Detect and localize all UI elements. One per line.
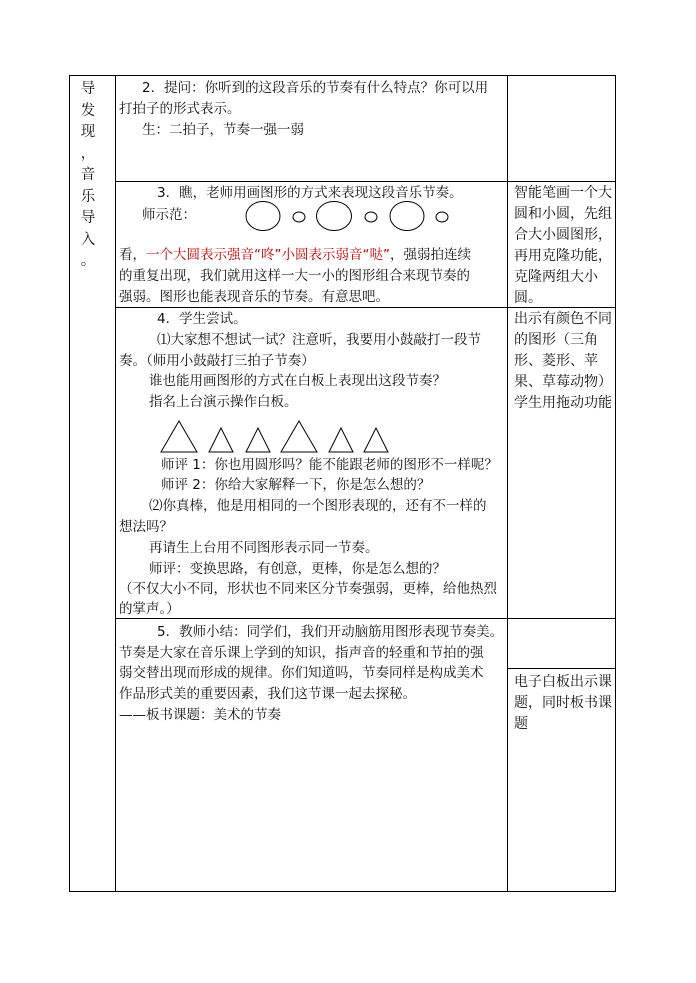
big-circle-1 bbox=[246, 202, 280, 231]
s5-line4: 作品形式美的重要因素，我们这节课一起去探秘。 bbox=[119, 686, 416, 702]
s3-demo-label: 师示范： bbox=[142, 207, 196, 223]
s4-line12: （不仅大小不同，形状也不同来区分节奏强弱，更棒，给他热烈 bbox=[119, 581, 497, 597]
left-char: 入 bbox=[80, 231, 96, 248]
small-circle-2 bbox=[365, 212, 377, 222]
left-char: 音 bbox=[80, 167, 96, 183]
s4-line4: 谁也能用画图形的方式在白板上表现出这段节奏？ bbox=[149, 373, 446, 389]
s4-line2: ⑴大家想不想试一试？注意听，我要用小鼓敲打一段节 bbox=[157, 332, 481, 348]
left-char: 导 bbox=[80, 81, 96, 97]
s5-line2: 节奏是大家在音乐课上学到的知识，指声音的轻重和节拍的强 bbox=[119, 645, 484, 661]
s3-line3 bbox=[119, 245, 471, 265]
s4-line8: ⑵你真棒，他是用相同的一个图形表现的，还有不一样的 bbox=[149, 498, 487, 514]
s5-line1: 5．教师小结：同学们，我们开动脑筋用图形表现节奏美。 bbox=[157, 624, 504, 640]
s4-line1: 4．学生尝试。 bbox=[157, 311, 247, 327]
s4-right-note: 出示有颜色不同的图形（三角形、菱形、苹果、草莓动物） bbox=[514, 311, 612, 390]
s4-line10: 再请生上台用不同图形表示同一节奏。 bbox=[149, 540, 379, 556]
small-triangle-3 bbox=[329, 428, 353, 452]
lesson-table bbox=[69, 75, 616, 892]
small-triangle-4 bbox=[364, 428, 388, 452]
small-circle-1 bbox=[293, 212, 305, 222]
s5-line3: 弱交替出现而形成的规律。你们知道吗，节奏同样是构成美术 bbox=[119, 665, 484, 681]
s4-comment1: 师评 1：你也用圆形吗？能不能跟老师的图形不一样呢？ bbox=[161, 457, 498, 473]
big-circle-2 bbox=[317, 202, 352, 231]
left-char: 乐 bbox=[80, 188, 96, 205]
s3-line3-red: 一个大圆表示强音“咚”小圆表示弱音“哒” bbox=[146, 247, 390, 263]
left-char: ， bbox=[80, 145, 96, 162]
s4-comment2: 师评 2：你给大家解释一下，你是怎么想的？ bbox=[161, 477, 431, 493]
big-triangle-2 bbox=[281, 421, 317, 452]
s4-line9: 想法吗？ bbox=[119, 519, 173, 535]
s5-line5: ——板书课题：美术的节奏 bbox=[119, 707, 281, 723]
s4-line11: 师评：变换思路，有创意，更棒，你是怎么想的？ bbox=[149, 561, 446, 577]
s3-line5: 强弱。图形也能表现音乐的节奏。有意思吧。 bbox=[119, 289, 389, 305]
s2-line3: 生：二拍子，节奏一强一弱 bbox=[142, 122, 304, 138]
left-char: 发 bbox=[80, 102, 96, 119]
s3-line3-a: 看， bbox=[119, 247, 146, 263]
s2-line2: 打拍子的形式表示。 bbox=[119, 101, 241, 117]
left-char: 。 bbox=[80, 253, 96, 269]
s5-right-note: 电子白板出示课题，同时板书课题 bbox=[514, 674, 612, 732]
s3-line3-b: ，强弱拍连续 bbox=[389, 247, 471, 263]
s2-line1: 2．提问：你听到的这段音乐的节奏有什么特点？你可以用 bbox=[142, 80, 489, 96]
s3-line1: 3．瞧，老师用画图形的方式来表现这段音乐节奏。 bbox=[157, 185, 463, 201]
small-triangle-2 bbox=[246, 428, 270, 452]
s4-line5: 指名上台演示操作白板。 bbox=[149, 394, 298, 410]
small-triangle-1 bbox=[209, 428, 233, 452]
left-char: 现 bbox=[80, 124, 96, 140]
s3-right-note: 智能笔画一个大圆和小圆，先组合大小圆图形，再用克隆功能，克隆两组大小圆。 bbox=[514, 185, 612, 306]
left-char: 导 bbox=[80, 210, 96, 226]
s3-line4: 的重复出现，我们就用这样一大一小的图形组合来现节奏的 bbox=[119, 268, 470, 284]
s4-line3: 奏。（师用小鼓敲打三拍子节奏） bbox=[119, 353, 315, 369]
big-circle-3 bbox=[390, 202, 424, 231]
s4-line13: 的掌声。） bbox=[119, 601, 180, 617]
small-circle-3 bbox=[436, 212, 448, 222]
big-triangle-1 bbox=[161, 421, 197, 452]
s4-right-note2: 学生用拖动功能 bbox=[514, 395, 612, 411]
